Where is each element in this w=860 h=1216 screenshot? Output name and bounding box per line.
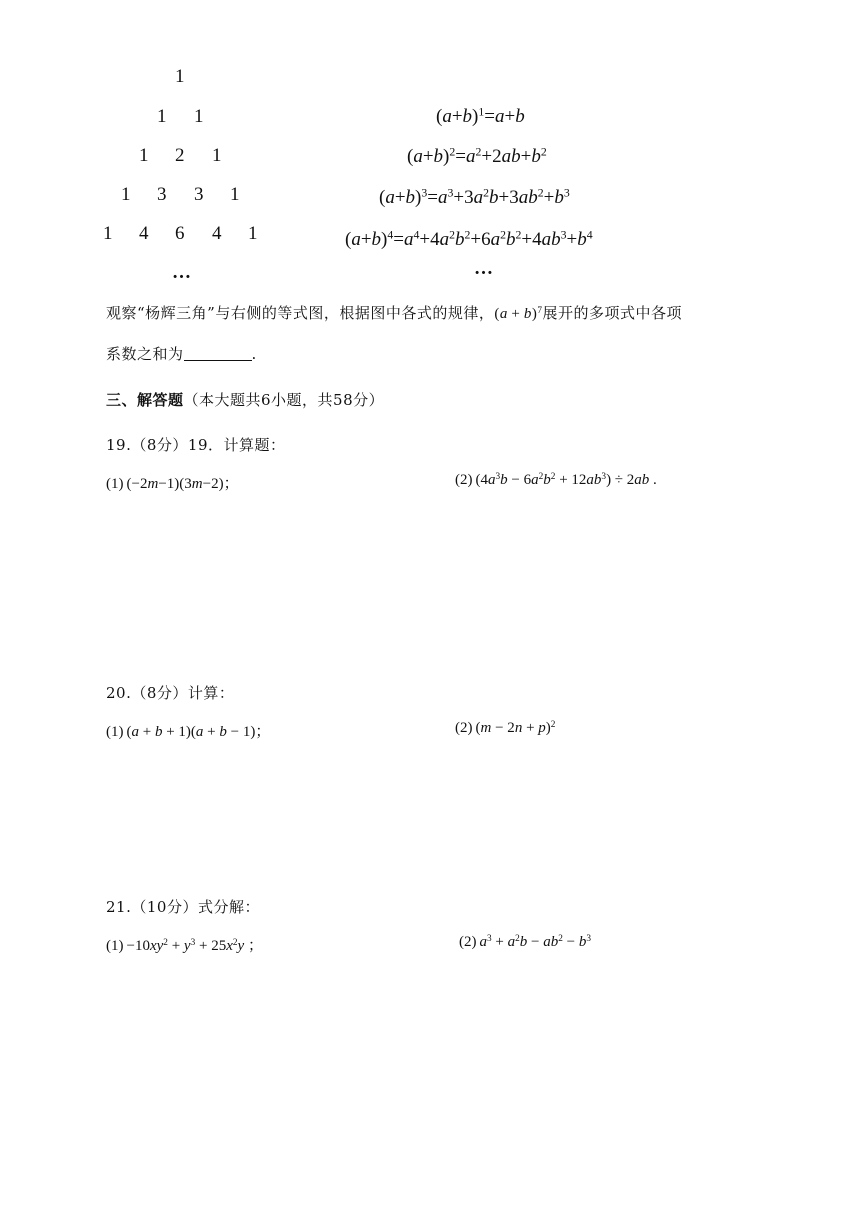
part-label: (1) xyxy=(106,724,124,740)
question-21-part-1: $(1) -10xy^2 + y^3 + 25x^2y$ ； xyxy=(106,937,263,954)
question-19-part-1: (1) (−2m−1)(3m−2)； xyxy=(106,476,239,492)
section-title: 三、解答题 xyxy=(106,391,184,409)
expansion-1: $(a+b)^1=a+b$ xyxy=(436,105,525,127)
question-text: 展开的多项式中各项 xyxy=(542,304,682,322)
question-21-part-2: (2) $a^3 + a^2b - ab^2 - b^3$ xyxy=(459,933,592,950)
part-label: (2) xyxy=(455,472,473,488)
question-text: 系数之和为 xyxy=(106,345,184,363)
section-heading xyxy=(106,389,384,410)
triangle-number: 6 xyxy=(175,223,185,244)
question-18-line-2 xyxy=(106,343,257,364)
question-21-header: 21.（10分）式分解： xyxy=(106,898,260,916)
triangle-number: 1 xyxy=(194,106,204,127)
triangle-number: 1 xyxy=(139,145,149,166)
triangle-number: 2 xyxy=(175,145,185,166)
triangle-number: 1 xyxy=(230,184,240,205)
expansion-3: $(a+b)^3=a^3+3a^2b+3ab^2+b^3$ xyxy=(379,186,570,208)
triangle-number: 1 xyxy=(175,66,185,87)
question-20-header: 20.（8分）计算： xyxy=(106,684,235,702)
question-text: . xyxy=(251,345,257,363)
triangle-number: 1 xyxy=(103,223,113,244)
triangle-number: 4 xyxy=(212,223,222,244)
math-expression: $(a + b)^7$ xyxy=(494,305,543,322)
expansion-ellipsis: … xyxy=(474,258,493,279)
answer-blank[interactable] xyxy=(184,346,252,361)
question-text: 观察“杨辉三角”与右侧的等式图，根据图中各式的规律， xyxy=(106,304,495,322)
expansion-4: $(a+b)^4=a^4+4a^2b^2+6a^2b^2+4ab^3+b^4$ xyxy=(345,228,593,250)
question-20-part-1: (1) (a + b + 1)(a + b − 1)； xyxy=(106,724,271,740)
triangle-number: 1 xyxy=(248,223,258,244)
question-18-line-1 xyxy=(106,302,682,323)
part-label: (1) xyxy=(106,938,124,954)
expansion-2: $(a+b)^2=a^2+2ab+b^2$ xyxy=(407,145,547,167)
triangle-number: 3 xyxy=(194,184,204,205)
question-19-header: 19.（8分）19．计算题： xyxy=(106,436,286,454)
section-note: （本大题共6小题，共58分） xyxy=(183,391,385,409)
part-label: (1) xyxy=(106,476,124,492)
triangle-number: 3 xyxy=(157,184,167,205)
triangle-number: 1 xyxy=(212,145,222,166)
triangle-number: 1 xyxy=(157,106,167,127)
question-19-part-2: (2) $(4a^3b - 6a^2b^2 + 12ab^3) \div 2ab$ . xyxy=(455,471,657,488)
part-label: (2) xyxy=(455,720,473,736)
triangle-ellipsis: … xyxy=(172,262,191,283)
triangle-number: 4 xyxy=(139,223,149,244)
part-label: (2) xyxy=(459,934,477,950)
question-20-part-2: (2) $(m - 2n + p)^2$ xyxy=(455,719,556,736)
triangle-number: 1 xyxy=(121,184,131,205)
